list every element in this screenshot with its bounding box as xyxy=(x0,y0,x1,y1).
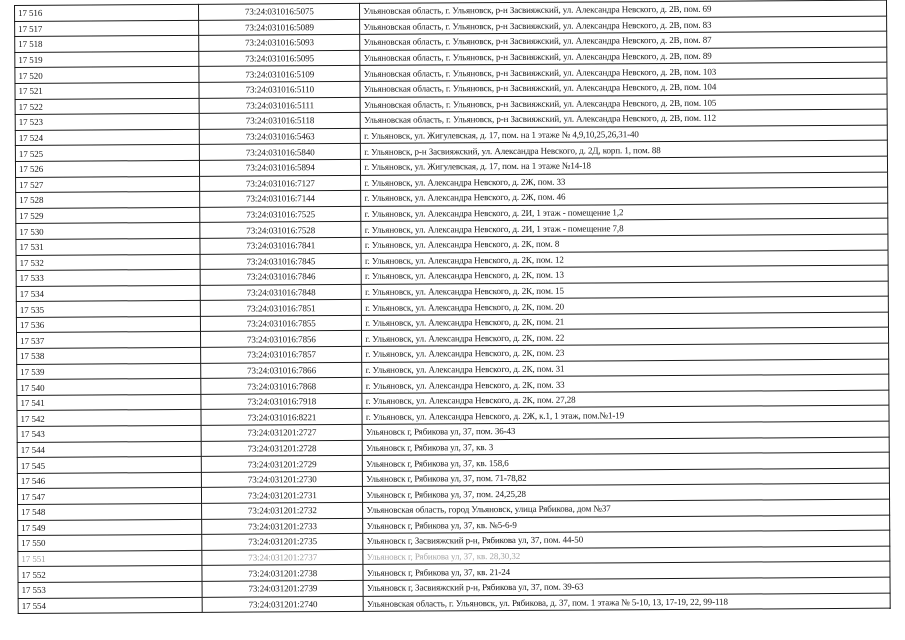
cadastral-number-cell: 73:24:031016:5109 xyxy=(199,66,360,83)
cadastral-number-cell: 73:24:031016:7918 xyxy=(201,393,362,410)
cadastral-number-cell: 73:24:031016:7845 xyxy=(200,253,361,270)
address-cell: г. Ульяновск, р-н Засвияжский, ул. Александра Невского, д. 2Д, корп. 1, пом. 88 xyxy=(361,141,888,160)
address-cell: Ульяновск г, Рябикова ул, 37, кв. 21-24 xyxy=(363,562,890,581)
address-cell: г. Ульяновск, ул. Александра Невского, д. 2Ж, пом. 33 xyxy=(361,172,888,191)
row-number-cell: 17 516 xyxy=(15,4,199,21)
cadastral-number-cell: 73:24:031016:5840 xyxy=(200,144,361,161)
cadastral-number-cell: 73:24:031016:5118 xyxy=(199,113,360,130)
address-cell: Ульяновская область, г. Ульяновск, р-н Засвияжский, ул. Александра Невского, д. 2В, пом. 69 xyxy=(360,0,887,19)
cadastral-number-cell: 73:24:031016:8221 xyxy=(201,409,362,426)
row-number-cell: 17 524 xyxy=(15,129,199,146)
cadastral-number-cell: 73:24:031016:7525 xyxy=(200,206,361,223)
cadastral-number-cell: 73:24:031201:2731 xyxy=(202,487,363,504)
cadastral-number-cell: 73:24:031201:2730 xyxy=(202,471,363,488)
address-cell: г. Ульяновск, ул. Александра Невского, д. 2К, пом. 23 xyxy=(362,343,889,362)
row-number-cell: 17 526 xyxy=(15,160,199,177)
row-number-cell: 17 535 xyxy=(16,301,200,318)
row-number-cell: 17 549 xyxy=(18,519,202,536)
cadastral-number-cell: 73:24:031016:7841 xyxy=(200,237,361,254)
address-cell: г. Ульяновск, ул. Александра Невского, д. 2К, пом. 13 xyxy=(361,265,888,284)
address-cell: г. Ульяновск, ул. Александра Невского, д. 2К, пом. 8 xyxy=(361,234,888,253)
row-number-cell: 17 546 xyxy=(17,472,201,489)
row-number-cell: 17 519 xyxy=(15,51,199,68)
cadastral-number-cell: 73:24:031016:7846 xyxy=(200,268,361,285)
registry-table xyxy=(14,0,891,614)
row-number-cell: 17 544 xyxy=(17,441,201,458)
cadastral-number-cell: 73:24:031016:5463 xyxy=(200,128,361,145)
row-number-cell: 17 521 xyxy=(15,82,199,99)
address-cell: Ульяновск г, Засвияжский р-н, Рябикова ул, 37, пом. 39-63 xyxy=(363,577,890,596)
cadastral-number-cell: 73:24:031016:5089 xyxy=(199,19,360,36)
cadastral-number-cell: 73:24:031201:2739 xyxy=(202,580,363,597)
address-cell: г. Ульяновск, ул. Александра Невского, д. 2И, 1 этаж - помещение 7,8 xyxy=(361,218,888,237)
address-cell: Ульяновск г, Рябикова ул, 37, пом. 36-43 xyxy=(362,421,889,440)
row-number-cell: 17 543 xyxy=(17,425,201,442)
cadastral-number-cell: 73:24:031016:7851 xyxy=(201,300,362,317)
row-number-cell: 17 517 xyxy=(15,20,199,37)
address-cell: Ульяновская область, г. Ульяновск, р-н Засвияжский, ул. Александра Невского, д. 2В, пом. 103 xyxy=(360,63,887,82)
address-cell: Ульяновск г, Рябикова ул, 37, пом. 24,25,28 xyxy=(363,484,890,503)
row-number-cell: 17 541 xyxy=(17,394,201,411)
row-number-cell: 17 539 xyxy=(17,363,201,380)
cadastral-number-cell: 73:24:031016:7856 xyxy=(201,331,362,348)
address-cell: г. Ульяновск, ул. Жигулевская, д. 17, пом. на 1 этаже №14-18 xyxy=(361,156,888,175)
cadastral-number-cell: 73:24:031016:5093 xyxy=(199,35,360,52)
cadastral-number-cell: 73:24:031016:7127 xyxy=(200,175,361,192)
row-number-cell: 17 525 xyxy=(15,145,199,162)
address-cell: г. Ульяновск, ул. Александра Невского, д. 2К, пом. 31 xyxy=(362,359,889,378)
row-number-cell: 17 522 xyxy=(15,98,199,115)
cadastral-number-cell: 73:24:031201:2738 xyxy=(202,565,363,582)
address-cell: г. Ульяновск, ул. Александра Невского, д. 2Ж, к.1, 1 этаж, пом.№1-19 xyxy=(362,406,889,425)
cadastral-number-cell: 73:24:031201:2737 xyxy=(202,549,363,566)
scanned-page xyxy=(14,0,891,614)
cadastral-number-cell: 73:24:031201:2735 xyxy=(202,534,363,551)
address-cell: Ульяновская область, г. Ульяновск, р-н Засвияжский, ул. Александра Невского, д. 2В, пом. 87 xyxy=(360,31,887,50)
row-number-cell: 17 538 xyxy=(17,347,201,364)
row-number-cell: 17 518 xyxy=(15,36,199,53)
address-cell: г. Ульяновск, ул. Александра Невского, д. 2Ж, пом. 46 xyxy=(361,187,888,206)
cadastral-number-cell: 73:24:031201:2733 xyxy=(202,518,363,535)
row-number-cell: 17 550 xyxy=(18,535,202,552)
row-number-cell: 17 520 xyxy=(15,67,199,84)
cadastral-number-cell: 73:24:031016:5095 xyxy=(199,50,360,67)
address-cell: Ульяновская область, г. Ульяновск, р-н Засвияжский, ул. Александра Невского, д. 2В, пом. 105 xyxy=(360,94,887,113)
cadastral-number-cell: 73:24:031016:5110 xyxy=(199,81,360,98)
row-number-cell: 17 540 xyxy=(17,379,201,396)
address-cell: г. Ульяновск, ул. Жигулевская, д. 17, пом. на 1 этаже № 4,9,10,25,26,31-40 xyxy=(361,125,888,144)
cadastral-number-cell: 73:24:031016:7528 xyxy=(200,222,361,239)
address-cell: Ульяновск г, Рябикова ул, 37, кв. №5-6-9 xyxy=(363,515,890,534)
address-cell: г. Ульяновск, ул. Александра Невского, д. 2К, пом. 21 xyxy=(362,312,889,331)
address-cell: Ульяновск г, Рябикова ул, 37, кв. 28,30,32 xyxy=(363,546,890,565)
cadastral-number-cell: 73:24:031016:7855 xyxy=(201,315,362,332)
row-number-cell: 17 552 xyxy=(18,566,202,583)
cadastral-number-cell: 73:24:031201:2732 xyxy=(202,502,363,519)
address-cell: Ульяновская область, г. Ульяновск, р-н Засвияжский, ул. Александра Невского, д. 2В, пом. 83 xyxy=(360,16,887,35)
cadastral-number-cell: 73:24:031201:2727 xyxy=(201,424,362,441)
row-number-cell: 17 547 xyxy=(17,488,201,505)
row-number-cell: 17 530 xyxy=(16,223,200,240)
row-number-cell: 17 533 xyxy=(16,269,200,286)
address-cell: г. Ульяновск, ул. Александра Невского, д. 2И, 1 этаж - помещение 1,2 xyxy=(361,203,888,222)
address-cell: Ульяновская область, город Ульяновск, улица Рябикова, дом №37 xyxy=(363,499,890,518)
address-cell: г. Ульяновск, ул. Александра Невского, д. 2К, пом. 33 xyxy=(362,374,889,393)
row-number-cell: 17 542 xyxy=(17,410,201,427)
registry-table-body xyxy=(15,0,891,613)
cadastral-number-cell: 73:24:031016:7868 xyxy=(201,378,362,395)
cadastral-number-cell: 73:24:031201:2728 xyxy=(201,440,362,457)
address-cell: г. Ульяновск, ул. Александра Невского, д. 2К, пом. 12 xyxy=(361,250,888,269)
cadastral-number-cell: 73:24:031016:5075 xyxy=(199,3,360,20)
row-number-cell: 17 527 xyxy=(16,176,200,193)
row-number-cell: 17 548 xyxy=(18,503,202,520)
address-cell: Ульяновская область, г. Ульяновск, ул. Рябикова, д. 37, пом. 1 этажа № 5-10, 13, 17-19, 22, 99-118 xyxy=(363,593,890,612)
row-number-cell: 17 536 xyxy=(16,316,200,333)
address-cell: г. Ульяновск, ул. Александра Невского, д. 2К, пом. 22 xyxy=(362,328,889,347)
row-number-cell: 17 531 xyxy=(16,238,200,255)
cadastral-number-cell: 73:24:031016:5894 xyxy=(200,159,361,176)
address-cell: г. Ульяновск, ул. Александра Невского, д. 2К, пом. 27,28 xyxy=(362,390,889,409)
cadastral-number-cell: 73:24:031201:2729 xyxy=(202,456,363,473)
cadastral-number-cell: 73:24:031016:7848 xyxy=(200,284,361,301)
address-cell: Ульяновск г, Рябикова ул, 37, кв. 3 xyxy=(363,437,890,456)
cadastral-number-cell: 73:24:031016:5111 xyxy=(199,97,360,114)
row-number-cell: 17 523 xyxy=(15,114,199,131)
address-cell: Ульяновск г, Засвияжский р-н, Рябикова ул, 37, пом. 44-50 xyxy=(363,530,890,549)
cadastral-number-cell: 73:24:031201:2740 xyxy=(202,596,363,613)
address-cell: г. Ульяновск, ул. Александра Невского, д. 2К, пом. 20 xyxy=(362,296,889,315)
address-cell: Ульяновская область, г. Ульяновск, р-н Засвияжский, ул. Александра Невского, д. 2В, пом. 112 xyxy=(361,109,888,128)
address-cell: Ульяновская область, г. Ульяновск, р-н Засвияжский, ул. Александра Невского, д. 2В, пом. 104 xyxy=(360,78,887,97)
row-number-cell: 17 537 xyxy=(17,332,201,349)
row-number-cell: 17 529 xyxy=(16,207,200,224)
address-cell: Ульяновск г, Рябикова ул, 37, кв. 158,6 xyxy=(363,452,890,471)
row-number-cell: 17 532 xyxy=(16,254,200,271)
row-number-cell: 17 554 xyxy=(18,597,202,614)
cadastral-number-cell: 73:24:031016:7857 xyxy=(201,346,362,363)
address-cell: Ульяновская область, г. Ульяновск, р-н Засвияжский, ул. Александра Невского, д. 2В, пом. 89 xyxy=(360,47,887,66)
address-cell: г. Ульяновск, ул. Александра Невского, д. 2К, пом. 15 xyxy=(362,281,889,300)
cadastral-number-cell: 73:24:031016:7144 xyxy=(200,191,361,208)
cadastral-number-cell: 73:24:031016:7866 xyxy=(201,362,362,379)
address-cell: Ульяновск г, Рябикова ул, 37, пом. 71-78,82 xyxy=(363,468,890,487)
row-number-cell: 17 528 xyxy=(16,191,200,208)
row-number-cell: 17 534 xyxy=(16,285,200,302)
row-number-cell: 17 553 xyxy=(18,581,202,598)
row-number-cell: 17 545 xyxy=(17,457,201,474)
row-number-cell: 17 551 xyxy=(18,550,202,567)
